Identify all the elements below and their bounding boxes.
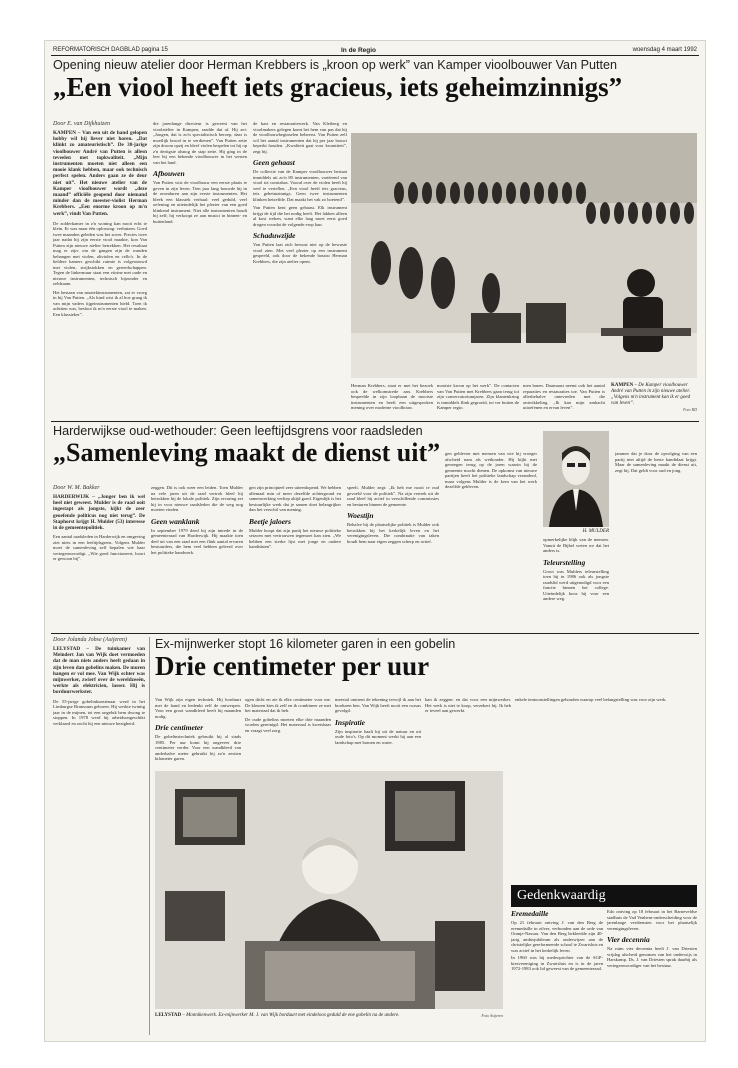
article2-body: speelt. Mulder zegt: „Ik heb me nooit te oud gevoeld voor de politiek”. Na zijn vertrek uit de raad bleef hij actief in verschillende commissies en besturen binnen de gemeente. [347, 485, 439, 507]
article1-body: Van Putten laat zich bewust niet op de bewuste viool zien. Met veel plezier op een instrument gespeeld, ook door de bekende bassist Herman Krebbers, die zijn atelier opent. [253, 242, 347, 264]
article3-kicker: Ex-mijnwerker stopt 16 kilometer garen in een gobelin [155, 637, 456, 651]
gedenkwaardig-box [511, 885, 697, 1033]
article2-subhead: Teleurstelling [543, 557, 586, 567]
gedenk-body: In 1960 was hij medeoprichter van de SGP-kiesvereniging in Zwartsluis en is in de jaren 1972-1983 ook lid geweest van de gemeenteraad. [511, 955, 603, 971]
article1-body: de kast en restauratiewerk. Van Kleiberg en vioolmakers gelegen komt het hem van pas dat hij de vioolbouwbeginselen beheerst. Van Putten zelf wil het aantal instrumenten dat hij per jaar bouwt beperkt houden. „Kwaliteit gaat voor kwantiteit”, zegt hij. [253, 121, 347, 154]
violin-workshop-illustration [351, 133, 697, 378]
article2-col2 [151, 485, 243, 555]
article2-body: Groot was Mulders teleurstelling toen hij in 1986 ook als jongste raadslid werd uitgenodigd voor een functie binnen het college. Uiteindelijk koos hij voor een andere weg. [543, 568, 609, 601]
gedenk-subhead: Vier decennia [607, 935, 650, 944]
article2-body: Mulder hoopt dat zijn partij het nieuwe politieke seizoen met vertrouwen tegemoet kan zien. „We hebben een sterke lijst met jonge en oudere kandidaten”. [249, 527, 341, 549]
column-divider [149, 637, 150, 1035]
article2-byline: Door W. M. Bakker [53, 485, 100, 491]
article3-byline: Door Jolanda Jobse (Asijeren) [53, 637, 127, 643]
gobelin-photo [155, 771, 503, 1009]
article2-lead: HARDERWIJK – „Jonger ben ik wel heel niet geweest. Mulder is de raad ooit ingestapt als jongste, kijkt de zeer geoefende politicus nog niet terug”. De Staphorst krijgt H. Mulder (53) interesse in de gemeentepolitiek. [53, 494, 145, 532]
article3-col5 [425, 697, 511, 714]
article1-body: Het bestaan van muziekinstrumenten, zat er vroeg in bij Van Putten. „Als kind wist ik al hoe graag ik van mijn vaders tijgeinstrumenten hield. Toen ik achttien was, besloot ik m'n eerste viool te maken. Een klassieker”. [53, 289, 147, 317]
article1-headline: „Een viool heeft iets gracieus, iets geheimzinnigs” [53, 72, 623, 102]
article2-headline: „Samenleving maakt de dienst uit” [53, 438, 441, 467]
article1-col3 [253, 121, 347, 264]
article2-col6 [543, 537, 609, 602]
caption-place: LELYSTAD [155, 1013, 182, 1018]
article2-body: opmerkelijke blijk van de mensen. Vanuit de Bijbel weten we dat het anders is. [543, 537, 609, 553]
article2-subhead: Woestijn [347, 511, 374, 520]
article3-col1 [53, 637, 145, 726]
caption-place: KAMPEN [611, 383, 634, 388]
article3-body: De oude gobelins moeten elke drie maanden worden gereinigd. Het materiaal is kwetsbaar en vraagt veel zorg. [245, 716, 331, 733]
article3-photo-caption [155, 1013, 503, 1019]
gedenkwaardig-title [511, 885, 697, 907]
article3-body: kan ik zeggen: en dat voor een mijnwerker. Het werk is niet te koop, verzekert hij. Ik heb er teveel aan gewerkt. [425, 697, 511, 713]
article3-col6 [515, 697, 697, 703]
article2-body: zeggen. Dit is ook weer een leiden. Toen Mulder na vele jaren uit de raad vertrok bleef hij betrokken bij de lokale politiek. Zijn ervaring zet hij in voor nieuwe raadsleden die de weg nog moeten vinden. [151, 485, 243, 512]
article2-body: gen gebleven met mensen van wie hij vroeger afscheid nam als wethouder. Hij kijkt met genoegen terug op de jaren waarin hij de gemeente mocht dienen. De opkomst van nieuwe partijen heeft het politieke landschap veranderd, maar volgens Mulder is de kern van het werk dezelfde gebleven. [445, 451, 537, 489]
portrait-photo [543, 431, 609, 527]
article2-body: In september 1979 deed hij zijn intrede in de gemeenteraad van Harderwijk. Hij maakte toen deel uit van een raad met een flink aantal ervaren bestuurders, die hem veel hebben geleerd over het politieke handwerk. [151, 527, 243, 555]
article2-subhead: Beetje jaloers [249, 516, 291, 526]
article1-body: mooiste kroon op het werk”. De contacten van Van Putten met Krebbers gaan terug tot zijn conservatoriumjaren. Zijn klantenkring is inmiddels flink gegroeid, tot ver buiten de Kamper regio. [437, 383, 519, 410]
article1-subhead: Afbouwen [153, 169, 185, 178]
article3-subhead: Drie centimeter [155, 723, 204, 732]
article2-body: jammer dat je door de opvolging van een partij niet altijd de beste kandidaat krijgt. Maar de samenleving maakt de dienst uit, zegt hij. Dat geldt voor oud en jong. [615, 451, 697, 473]
gedenk-col2 [607, 909, 697, 968]
article3-col2 [155, 697, 241, 762]
gedenk-col1 [511, 909, 603, 972]
masthead-rule [51, 55, 699, 56]
article3-headline: Drie centimeter per uur [155, 651, 430, 681]
article3-body: Van Wijk zijn eigen techniek. Hij borduurt met de hand en bedenkt zelf de ontwerpen. Voor een groot wandkleed heeft hij maanden nodig. [155, 697, 241, 719]
article1-lead: KAMPEN – Van een uit de hand gelopen hobby wil hij liever niet horen. „Dat klinkt zo amateuristisch”. De 38-jarige vioolbouwer André van Putten is allesn teveelen met topkwaliteit. „Mijn instrumenten moeten niet alleen een mooie klank hebben, maar ook technisch perfect spelen. Anders gaan ze de deur niet uit”. Het nieuwe atelier van de Kamper vioolbouwer wordt „deze maand” officiële geopend door niemand minder dan de meester-violist Herman Krebbers. „Een enorme kroon op m'n werk”, vindt Van Putten. [53, 130, 147, 217]
article1-body: De collectie van de Kamper vioolbouwer bestaat inmiddels uit zo'n 80 instrumenten, variërend van viool tot contrabas. Vooral over de violen heeft hij veel te vertellen. „Een viool heeft iets gracieus, iets geheimzinnigs. Geen twee instrumenten klinken hetzelfde. Dat maakt het vak zo boeiend”. [253, 169, 347, 202]
article1-subhead: Geen gehaast [253, 158, 295, 167]
caption-text: – De Kamper vioolbouwer André van Putten in zijn nieuwe atelier. „Volgens m'n instrument kan ik er goed van leven”. [611, 383, 691, 406]
article2-kicker: Harderwijkse oud-wethouder: Geen leeftijdsgrens voor raadsleden [53, 424, 423, 438]
article3-body: Zijn inspiratie haalt hij uit de natuur en uit oude foto's. Op dit moment werkt hij aan een landschap met bomen en water. [335, 728, 421, 745]
article3-subhead: Inspiratie [335, 717, 366, 727]
article2-body: gen zijn principieel zeer uiteenlopend. We hebben allemaal min of meer dezelfde achtergrond en samenwerking verliep altijd goed. Eigenlijk is het bestuurlijke werk dat je samen doet belangrijker dan het verschil van mening. [249, 485, 341, 512]
gedenkwaardig-title-text: Gedenkwaardig [517, 888, 606, 903]
article1-col1 [53, 121, 147, 317]
article3-col3 [245, 697, 331, 733]
article1-col2 [153, 121, 247, 224]
photo-credit: Foto RD [683, 407, 697, 412]
article2-subhead: Geen wanklank [151, 516, 200, 526]
article2-col5 [445, 451, 537, 490]
portrait-illustration [543, 431, 609, 527]
gedenk-body: Op 21 februari ontving J. van den Berg de eremedaille in zilver, verbonden aan de orde van Oranje-Nassau. Van den Berg bekleedde zijn 40-jarig ambtsjubileum als onderwijzer aan de christelijke gereformeerde school te Zwartsluis en was actief in het kerkelijk leven. [511, 920, 603, 953]
gedenk-body: Edo ontving op 18 februari in het Barneveldse stadhuis de Vad Venhem-onderscheiding voor de jarenlange verdiensten voor het plaatselijk verenigingsleven. [607, 909, 697, 931]
article1-body: men baren. Daarnaast neemt ook het aantal reparaties en restauraties toe. Van Putten is allesbehalve ontevreden met die ontwikkeling. „Ik kan mijn ambacht uitoefenen en ervan leven”. [523, 383, 605, 410]
violin-workshop-photo [351, 133, 697, 378]
newspaper-page [44, 40, 706, 1042]
portrait-caption: H. MULDER [582, 529, 609, 534]
article1-body: Herman Krebbers, staat er met het bezoek ook de welkomstrede aan. Krebbers bespeelde in zijn loopbaan de mooiste instrumenten en heeft een uitgesproken mening over moderne vioolbouw. [351, 383, 433, 410]
article3-body: enkele tentoonstellingen gehouden waarop veel belangstelling was voor zijn werk. [515, 697, 667, 702]
article1-body: De zolderkamer in z'n woning kan nooit echt te klein. Er was maar één oplossing: verhuizen. Goed twee maanden geleden was het zover. Precies twee jaar nadat hij zijn eerste viool maakte, kon Van Putten zijn nieuwe atelier betrekken. Het resultaat mag er zijn: om de gangen zijn de wanden behangen met violen, altviolen en cello's. In de heldere kamers geschikt ruimte is volgestouwd met violen, strijkstokken en gereedschappen. Tegen de linkermuur staat een vitrine met oude en nieuwe instrumenten, technisch bijzonder en zeldzaam. [53, 220, 147, 287]
masthead-section: In de Regio [341, 47, 377, 54]
article3-col4 [335, 697, 421, 745]
article2-col4 [347, 485, 439, 544]
article1-photo-caption [611, 383, 697, 413]
article3-body: De gobelinstechniek gebruikt hij al sinds 1985. Per uur komt hij ongeveer drie centimeter verder. Voor een wandkleed van anderhalve meter gebruikt hij zo'n zestien kilometer garen. [155, 734, 241, 761]
section-rule [51, 421, 699, 422]
photo-credit: Foto Asijeren [481, 1013, 503, 1018]
article3-body: De 55-jarige gobelinkunstenaar werd in het Limburgse Brunssum geboren. Hij werkte twintig jaar in de mijnen, tot een ongeluk hem dwong te stoppen. In 1978 werd hij arbeidsongeschikt verklaard en zocht hij een nieuwe bezigheid. [53, 698, 145, 726]
article2-col7 [615, 451, 697, 473]
article3-body: ogen dicht en zie ik elke centimeter voor me. De kleuren kies ik zelf en ik combineer ze met het materiaal dat ik heb. [245, 697, 331, 713]
article1-kicker: Opening nieuw atelier door Herman Krebbers is „kroon op werk” van Kamper vioolbouwer Van Putten [53, 58, 617, 72]
article1-subhead: Schaduwzijde [253, 231, 296, 240]
masthead-paper: REFORMATORISCH DAGBLAD pagina 15 [53, 47, 168, 53]
article2-col3 [249, 485, 341, 550]
article1-body: die jarenlange directeur is geweest van het vioolatelier in Kampen, raadde dat af. Hij zei: „Jongen, dat is zo'n specialistisch beroep, daar is moeilijk brood in te verdienen”. Van Putten zette zijn droom opzij en bleef violen bespelen tot hij op z'n dertigste alsnog de stap zette. Hij ging in de leer bij een bekende vioolbouwer in het westen van het land. [153, 121, 247, 165]
article2-body: Behalve bij de plaatselijke politiek is Mulder ook betrokken bij het kerkelijk leven en het verenigingsleven. Die combinatie van taken houdt hem naar eigen zeggen scherp en actief. [347, 522, 439, 544]
article1-body: Van Putten kent geen gehaast. Elk instrument krijgt de tijd die het nodig heeft. Het lakken alleen al kost weken, want elke laag moet eerst goed drogen voordat de volgende erop kan. [253, 205, 347, 227]
article1-byline: Door E. van Dijkhuizen [53, 121, 110, 127]
gedenk-body: Na ruim vier decennia heeft J. van Driesten vrijdag afscheid genomen van het onderwijs in Harskamp. Ds. J. van Driesten sprak daarbij als vertegenwoordiger van het bestuur. [607, 946, 697, 968]
gedenk-subhead: Eremedaille [511, 909, 549, 918]
caption-text: – Monnikenwerk. Ex-mijnwerker M. J. van Wijk borduurt met eindeloos geduld de ene gobelin na de andere. [182, 1013, 400, 1018]
masthead-date: woensdag 4 maart 1992 [632, 47, 697, 53]
article2-body: Een aantal raadsleden in Harderwijk en omgeving ziet niets in een leeftijdsgrens. Volgens Mulder moet de samenleving zelf bepalen wie haar vertegenwoordigt. „Wie goed functioneert, hoort er gewoon bij”. [53, 534, 145, 562]
section-rule [51, 633, 699, 634]
article2-col1 [53, 485, 145, 562]
article3-lead: LELYSTAD – De tuinkamer van Meindert Jan van Wijk doet vermoeden dat de man niets anders heeft gedaan in zijn leven dan gobelins maken. De muren hangen er vol mee. Van Wijk echter was mijnwerker, zwierf over de wereldzeeën, werkte als elektricien, lasser. Hij is borduurwerkster. [53, 646, 145, 696]
article3-body: meestal omtrent de tekening terwijl ik aan het borduren ben. Van Wijk heeft nooit een cursus gevolgd. [335, 697, 421, 713]
gobelin-illustration [155, 771, 503, 1009]
article1-body: Van Putten wist de vioolbouw een eerste plaats te geven in zijn leven. Tien jaar lang bouwde hij in de avonduren aan zijn eerste instrumenten. Het bleek een klassiek verhaal: veel geduld, veel oefening en uiteindelijk het plezier van een goed klinkend instrument. Niet alle instrumenten houdt hij zelf; hij verkoopt ze aan musici in binnen- en buitenland. [153, 180, 247, 224]
